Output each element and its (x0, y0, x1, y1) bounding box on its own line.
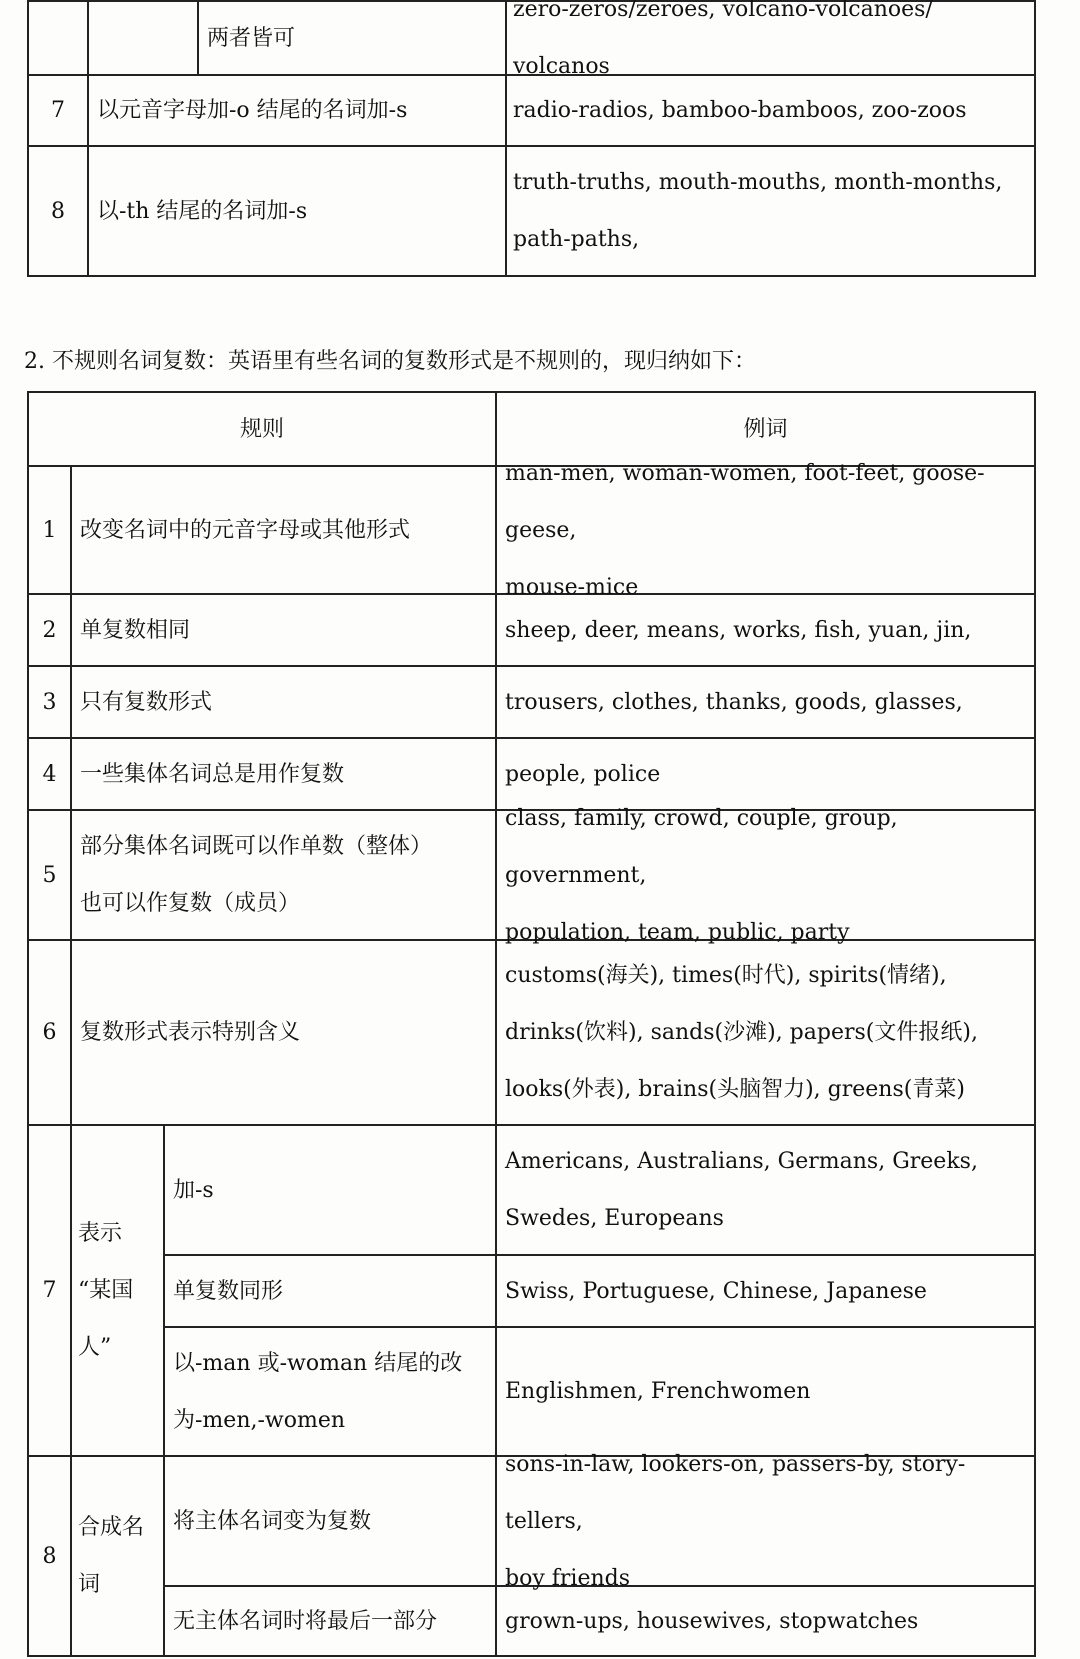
rule-line: 以-man 或-woman 结尾的改 (173, 1350, 463, 1376)
examples-line: looks(外表), brains(头脑智力), greens(青菜) (505, 1077, 965, 1102)
rule-cell: 一些集体名词总是用作复数 (80, 761, 345, 787)
rule-cell: 复数形式表示特别含义 (80, 1020, 301, 1045)
rule-cell: 单复数相同 (80, 617, 191, 643)
row-number: 8 (51, 198, 65, 224)
examples-line: Swedes, Europeans (505, 1206, 724, 1231)
group-label-line: 表示 (78, 1221, 123, 1246)
group-label (78, 1126, 163, 1455)
examples-cell: Englishmen, Frenchwomen (505, 1379, 811, 1404)
examples-line: truth-truths, mouth-mouths, month-months, (513, 170, 1003, 195)
examples-line: boy friends (505, 1565, 631, 1591)
row-number: 3 (42, 689, 57, 715)
examples-cell: people, police (505, 761, 661, 787)
row-number: 6 (42, 1020, 57, 1045)
examples-cell: grown-ups, housewives, stopwatches (505, 1608, 919, 1634)
group-label-line: 人” (78, 1335, 112, 1360)
group-label (78, 1457, 163, 1655)
examples-cell: trousers, clothes, thanks, goods, glasses, (505, 689, 963, 715)
examples-line: Americans, Australians, Germans, Greeks, (505, 1149, 978, 1174)
examples-line: drinks(饮料), sands(沙滩), papers(文件报纸), (505, 1020, 978, 1045)
examples-cell: sheep, deer, means, works, fish, yuan, jin, (505, 617, 972, 643)
examples-cell: zero-zeros/zeroes, volcano-volcanoes/ volcanos (513, 0, 933, 79)
row-number: 1 (42, 517, 57, 543)
rule-line: 为-men,-women (173, 1407, 346, 1433)
rule-cell: 只有复数形式 (80, 689, 213, 715)
rule-cell: 无主体名词时将最后一部分 (173, 1608, 438, 1634)
rule-cell: 以-th 结尾的名词加-s (97, 198, 308, 224)
row-number: 5 (42, 862, 57, 888)
group-label-line: “某国 (78, 1278, 134, 1303)
header-label: 例词 (743, 416, 788, 442)
examples-line: population, team, public, party (505, 919, 850, 945)
rule-cell: 以元音字母加-o 结尾的名词加-s (97, 98, 408, 123)
examples-line: mouse-mice (505, 574, 639, 600)
examples-cell: radio-radios, bamboo-bamboos, zoo-zoos (513, 98, 967, 123)
group-label-line: 词 (78, 1572, 101, 1597)
row-number: 2 (42, 617, 57, 643)
examples-line: class, family, crowd, couple, group, government, (505, 805, 898, 888)
rule-cell: 加-s (173, 1177, 214, 1203)
row-number: 4 (42, 761, 57, 787)
examples-line: sons-in-law, lookers-on, passers-by, story-tellers, (505, 1451, 966, 1534)
rule-line: 部分集体名词既可以作单数（整体） (80, 834, 433, 859)
rule-line: 也可以作复数（成员） (80, 891, 301, 916)
table-row (207, 8, 497, 68)
rule-cell: 两者皆可 (207, 25, 296, 51)
examples-cell: Swiss, Portuguese, Chinese, Japanese (505, 1278, 927, 1304)
examples-line: path-paths, (513, 227, 640, 252)
rule-cell: 单复数同形 (173, 1278, 284, 1304)
row-number: 7 (42, 1278, 57, 1303)
row-number: 8 (42, 1543, 57, 1569)
column-header-rule (29, 393, 495, 465)
examples-line: customs(海关), times(时代), spirits(情绪), (505, 963, 947, 988)
rule-cell: 将主体名词变为复数 (173, 1508, 372, 1534)
row-number: 7 (51, 98, 65, 123)
group-label-line: 合成名 (78, 1515, 145, 1540)
examples-line: man-men, woman-women, foot-feet, goose-geese, (505, 460, 985, 543)
rule-cell: 改变名词中的元音字母或其他形式 (80, 517, 411, 543)
section-heading: 2. 不规则名词复数：英语里有些名词的复数形式是不规则的，现归纳如下： (24, 349, 756, 374)
header-label: 规则 (239, 416, 284, 442)
